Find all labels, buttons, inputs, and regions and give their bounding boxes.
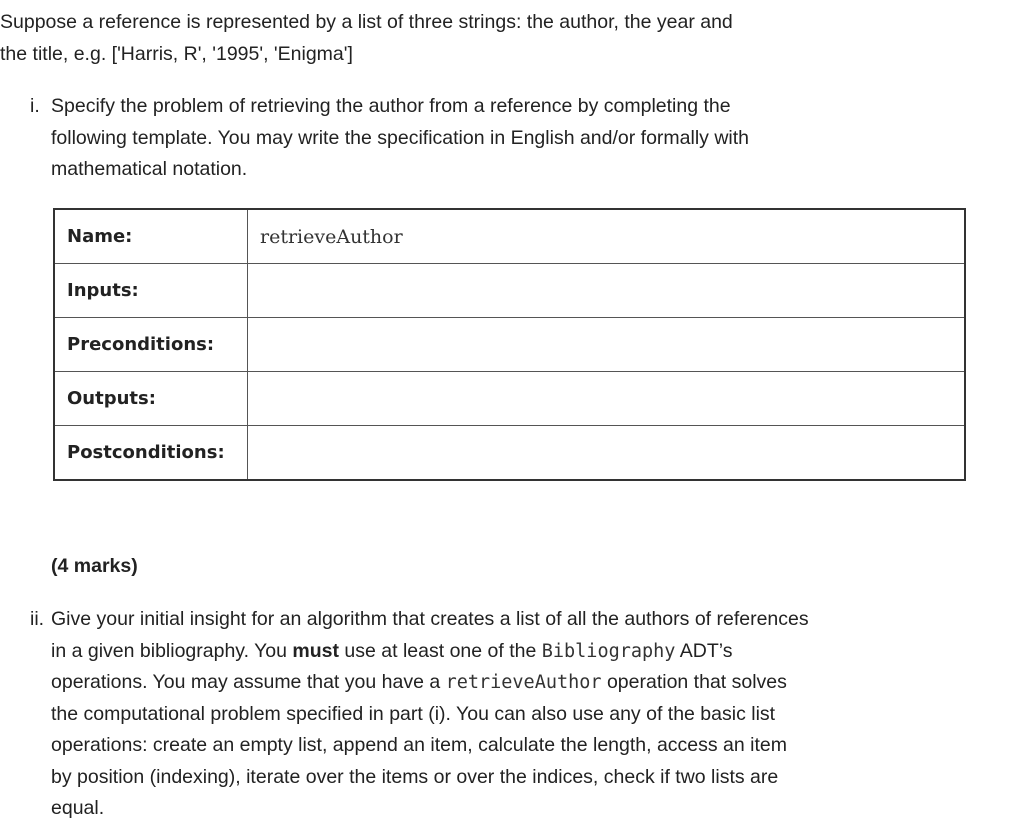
table-row-outputs (54, 372, 965, 426)
inputs-label: Inputs: (54, 264, 248, 318)
part-ii-text-1: Give your initial insight for an algorithm that creates a list of all the authors of references in a given bibliography. You (51, 608, 809, 662)
part-ii-text-2: use at least one of the (339, 639, 542, 662)
part-ii-text-3: ADT’s operations. You may assume that you have a (51, 639, 733, 693)
name-value[interactable]: retrieveAuthor (248, 209, 966, 264)
marks-label: (4 marks) (51, 555, 138, 577)
outputs-value[interactable] (248, 372, 966, 426)
table-row-postconditions (54, 426, 965, 481)
table-row-name (54, 209, 965, 264)
table-row-inputs (54, 264, 965, 318)
part-ii-number: ii. (30, 608, 45, 630)
intro-paragraph (0, 6, 820, 70)
part-ii-text (51, 604, 810, 825)
table-row-preconditions (54, 318, 965, 372)
question-part-ii (30, 604, 810, 825)
preconditions-value[interactable] (248, 318, 966, 372)
part-i-text: Specify the problem of retrieving the author from a reference by completing the following template. You may write the specification in English and/or formally with mathematical notation. (51, 95, 750, 180)
intro-line-2: the title, e.g. ['Harris, R', '1995', 'Enigma'] (0, 43, 353, 65)
code-bibliography: Bibliography (541, 640, 676, 662)
intro-line-1: Suppose a reference is represented by a list of three strings: the author, the year and (0, 11, 733, 33)
name-label: Name: (54, 209, 248, 264)
emphasis-must: must (292, 639, 340, 662)
part-ii-text-4: operation that solves the computational problem specified in part (i). You can also use any of the basic list operations: create an empty list, append an item, calculate the length, access an item by position (indexing), iterate over the items or over the indices, check if two lists are equal. (51, 671, 788, 819)
specification-template-table (53, 208, 966, 481)
code-retrieve-author: retrieveAuthor (445, 672, 602, 693)
part-i-number: i. (30, 95, 40, 117)
preconditions-label: Preconditions: (54, 318, 248, 372)
question-part-i (30, 91, 810, 186)
inputs-value[interactable] (248, 264, 966, 318)
postconditions-label: Postconditions: (54, 426, 248, 481)
postconditions-value[interactable] (248, 426, 966, 481)
outputs-label: Outputs: (54, 372, 248, 426)
